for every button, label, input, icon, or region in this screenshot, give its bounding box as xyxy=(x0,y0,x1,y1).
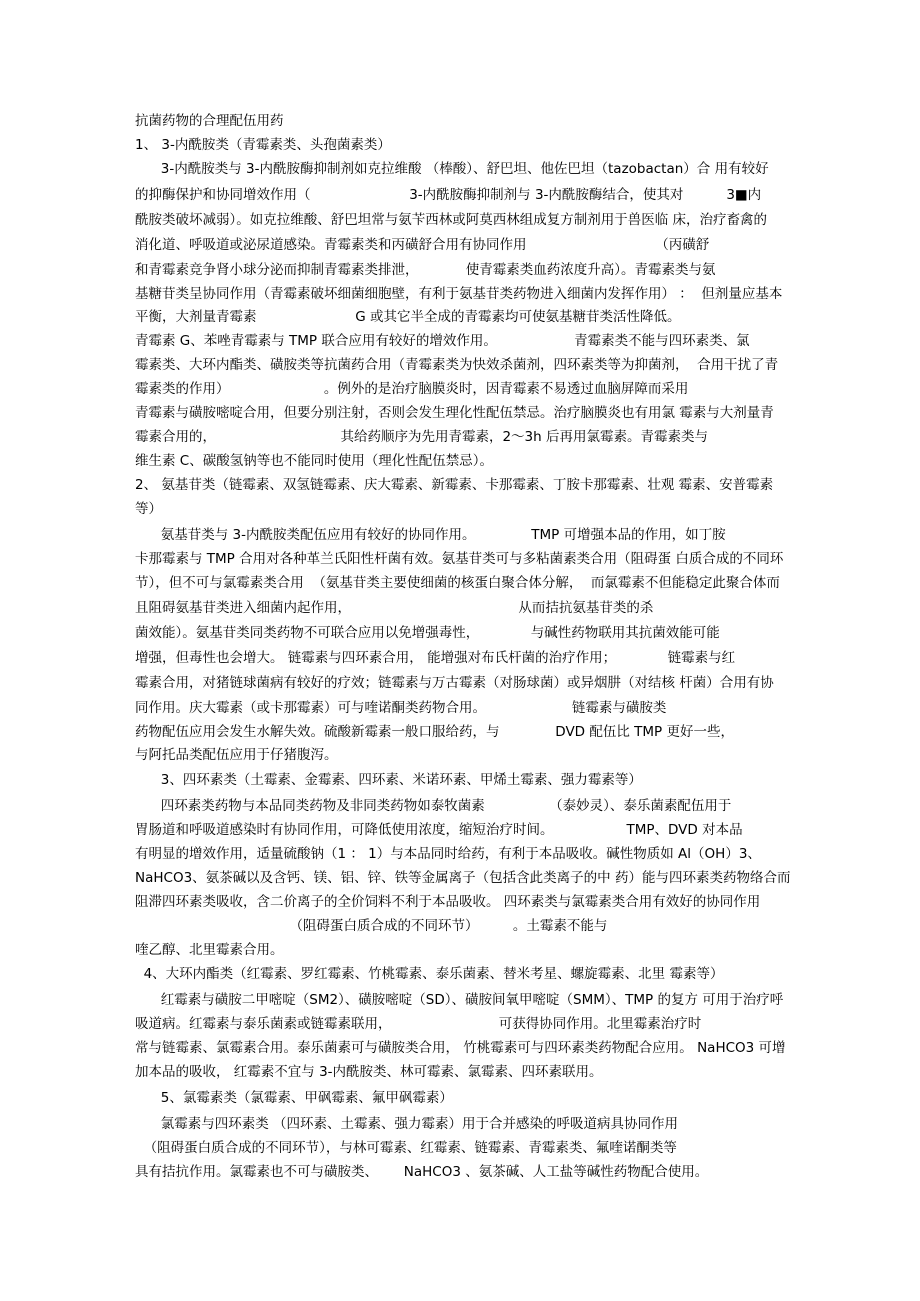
text-line: 阻滞四环素类吸收，含二价离子的全价饲料不利于本品吸收。 四环素类与氯霉素类合用有效好的协同作用 xyxy=(135,894,761,910)
text-line: 红霉素与磺胺二甲嘧啶（SM2）、磺胺嘧啶（SD）、磺胺间氧甲嘧啶（SMM）、TMP 的复方 可用于治疗呼 xyxy=(135,992,784,1008)
text-line: 霉素合用的， 其给药顺序为先用青霉素，2～3h 后再用氯霉素。青霉素类与 xyxy=(135,429,708,445)
text-line: 3-内酰胺类与 3-内酰胺酶抑制剂如克拉维酸 （棒酸）、舒巴坦、他佐巴坦（tazobactan）合 用有较好 xyxy=(135,161,769,177)
text-line: 氯霉素与四环素类 （四环素、土霉素、强力霉素）用于合并感染的呼吸道病具协同作用 xyxy=(135,1116,679,1132)
text-line: 氨基苷类与 3-内酰胺类配伍应用有较好的协同作用。 TMP 可增强本品的作用，如丁胺 xyxy=(135,527,726,543)
text-line: 等） xyxy=(135,501,162,517)
text-line: 吸道病。红霉素与泰乐菌素或链霉素联用， 可获得协同作用。北里霉素治疗时 xyxy=(135,1016,702,1032)
text-line: （阻碍蛋白质合成的不同环节） 。土霉素不能与 xyxy=(135,918,608,934)
text-line: 2、 氨基苷类（链霉素、双氢链霉素、庆大霉素、新霉素、卡那霉素、丁胺卡那霉素、壮观 霉素、安普霉素 xyxy=(135,477,774,493)
text-line: 3、四环素类（土霉素、金霉素、四环素、米诺环素、甲烯土霉素、强力霉素等） xyxy=(135,772,642,788)
text-line: 且阻碍氨基苷类进入细菌内起作用， 从而拮抗氨基苷类的杀 xyxy=(135,600,654,616)
text-line: （阻碍蛋白质合成的不同环节），与林可霉素、红霉素、链霉素、青霉素类、氟喹诺酮类等 xyxy=(135,1140,677,1156)
text-line: 霉素类、大环内酯类、磺胺类等抗菌药合用（青霉素类为快效杀菌剂，四环素类等为抑菌剂， 合用干扰了青 xyxy=(135,357,779,373)
text-line: 喹乙醇、北里霉素合用。 xyxy=(135,942,284,958)
document-title: 抗菌药物的合理配伍用药 xyxy=(135,113,284,129)
text-line: 菌效能）。氨基苷类同类药物不可联合应用以免增强毒性， 与碱性药物联用其抗菌效能可能 xyxy=(135,625,720,641)
text-line: NaHCO3、氨茶碱以及含钙、镁、铝、锌、铁等金属离子（包括含此类离子的中 药）能与四环素类药物络合而 xyxy=(135,870,791,886)
text-line: 与阿托品类配伍应用于仔猪腹泻。 xyxy=(135,747,338,763)
text-line: 的抑酶保护和协同增效作用（ 3-内酰胺酶抑制剂与 3-内酰胺酶结合，使其对 3■内 xyxy=(135,187,762,203)
text-line: 卡那霉素与 TMP 合用对各种革兰氏阳性杆菌有效。氨基苷类可与多粘菌素类合用（阻碍蛋 白质合成的不同环 xyxy=(135,551,784,567)
text-line: 维生素 C、碳酸氢钠等也不能同时使用（理化性配伍禁忌）。 xyxy=(135,453,493,469)
text-line: 常与链霉素、氯霉素合用。泰乐菌素可与磺胺类合用， 竹桃霉素可与四环素类药物配合应用。 NaHCO3 可增 xyxy=(135,1040,786,1056)
text-line: 消化道、呼吸道或泌尿道感染。青霉素类和丙磺舒合用有协同作用 （丙磺舒 xyxy=(135,237,710,253)
text-line: 具有拮抗作用。氯霉素也不可与磺胺类、 NaHCO3 、氨茶碱、人工盐等碱性药物配合使用。 xyxy=(135,1164,709,1180)
text-line: 同作用。庆大霉素（或卡那霉素）可与喹诺酮类药物合用。 链霉素与磺胺类 xyxy=(135,700,667,716)
text-line: 药物配伍应用会发生水解失效。硫酸新霉素一般口服给药，与 DVD 配伍比 TMP 更好一些， xyxy=(135,724,734,740)
text-line: 4、大环内酯类（红霉素、罗红霉素、竹桃霉素、泰乐菌素、替米考星、螺旋霉素、北里 霉素等） xyxy=(135,966,724,982)
text-line: 四环素类药物与本品同类药物及非同类药物如泰牧菌素 （泰妙灵）、泰乐菌素配伍用于 xyxy=(135,798,732,814)
text-line: 5、氯霉素类（氯霉素、甲砜霉素、氟甲砜霉素） xyxy=(135,1090,453,1106)
text-line: 霉素合用，对猪链球菌病有较好的疗效；链霉素与万古霉素（对肠球菌）或异烟肼（对结核 杆菌）合用有协 xyxy=(135,675,774,691)
text-line: 增强，但毒性也会增大。 链霉素与四环素合用， 能增强对布氏杆菌的治疗作用； 链霉素与红 xyxy=(135,650,736,666)
text-line: 青霉素与磺胺嘧啶合用，但要分别注射，否则会发生理化性配伍禁忌。治疗脑膜炎也有用氯 霉素与大剂量青 xyxy=(135,405,774,421)
text-line: 1、 3-内酰胺类（青霉素类、头孢菌素类） xyxy=(135,137,391,153)
text-line: 节），但不可与氯霉素类合用 （氨基苷类主要使细菌的核蛋白聚合体分解， 而氯霉素不但能稳定此聚合体而 xyxy=(135,575,780,591)
text-line: 霉素类的作用） 。例外的是治疗脑膜炎时，因青霉素不易透过血脑屏障而采用 xyxy=(135,381,689,397)
text-line: 基糖苷类呈协同作用（青霉素破坏细菌细胞壁，有利于氨基苷类药物进入细菌内发挥作用） ： 但剂量应基本 xyxy=(135,286,783,302)
text-line: 有明显的增效作用，适量硫酸钠（1 ： 1）与本品同时给药，有利于本品吸收。碱性物质如 Al（OH）3、 xyxy=(135,846,761,862)
text-line: 和青霉素竞争肾小球分泌而抑制青霉素类排泄， 使青霉素类血药浓度升高）。青霉素类与氨 xyxy=(135,262,716,278)
text-line: 胃肠道和呼吸道感染时有协同作用，可降低使用浓度，缩短治疗时间。 TMP、DVD 对本品 xyxy=(135,822,743,838)
text-line: 青霉素 G、苯唑青霉素与 TMP 联合应用有较好的增效作用。 青霉素类不能与四环素类、氯 xyxy=(135,333,750,349)
text-line: 酰胺类破坏减弱）。如克拉维酸、舒巴坦常与氨苄西林或阿莫西林组成复方制剂用于兽医临 床，治疗畜禽的 xyxy=(135,212,768,228)
text-line: 平衡，大剂量青霉素 G 或其它半全成的青霉素均可使氨基糖苷类活性降低。 xyxy=(135,309,681,325)
text-line: 加本品的吸收， 红霉素不宜与 3-内酰胺类、林可霉素、氯霉素、四环素联用。 xyxy=(135,1064,603,1080)
